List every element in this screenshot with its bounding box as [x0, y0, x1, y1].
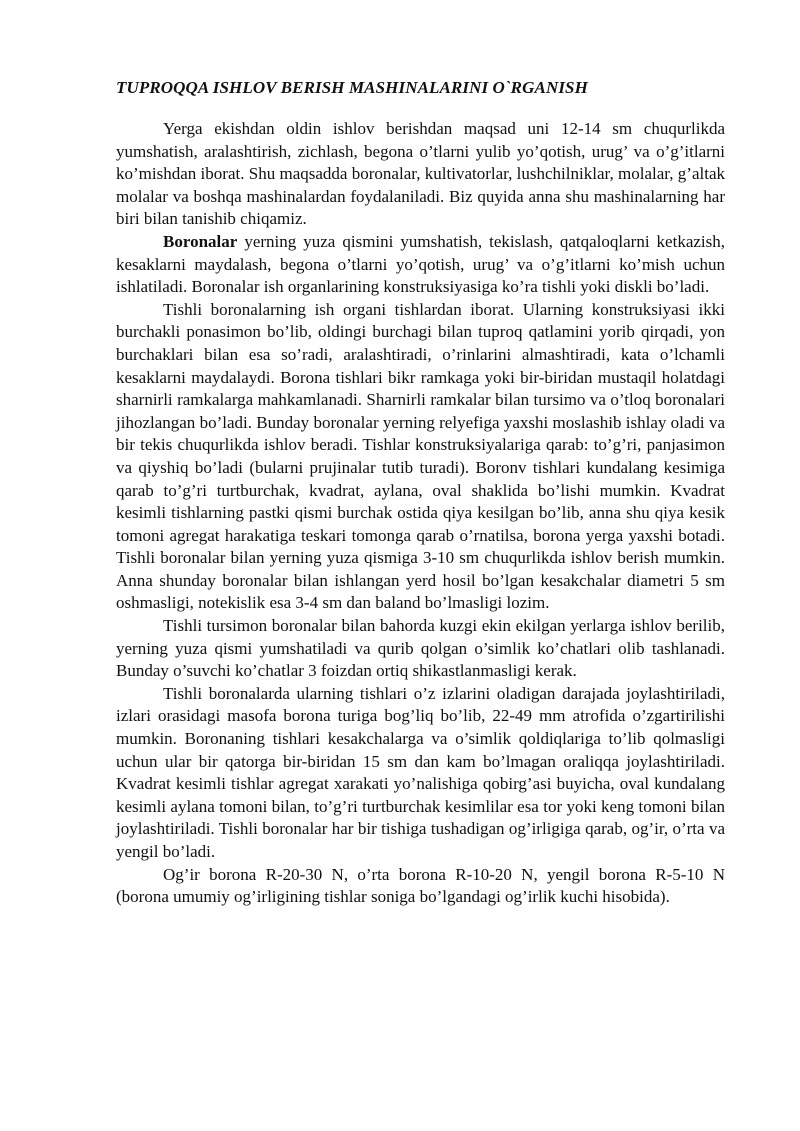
paragraph-borona-turlari	[116, 864, 725, 909]
document-page	[116, 70, 725, 909]
paragraph-text: Tishli tursimon boronalar bilan bahorda kuzgi ekin ekilgan yerlarga ishlov berilib, yerning yuza qismi yumshatiladi va qurib qolgan o’simlik ko’chatlari olib tashlanadi. Bunday o’suvchi ko’chatlar 3 foizdan ortiq shikastlanmasligi kerak.	[116, 616, 725, 681]
paragraph-lead-term: Boronalar	[163, 231, 238, 251]
paragraph-tishli-organ	[116, 299, 725, 615]
document-title: TUPROQQA ISHLOV BERISH MASHINALARINI O`RGANISH	[116, 78, 588, 97]
paragraph-intro	[116, 118, 725, 231]
paragraph-tursimon	[116, 615, 725, 683]
paragraph-text: Tishli boronalarning ish organi tishlardan iborat. Ularning konstruksiyasi ikki burchakli ponasimon bo’lib, oldingi burchagi bilan tuproq qatlamini yorib qirqadi, yon burchaklari bilan esa so’radi, aralashtiradi, o’rinlarini almashtiradi, kata o’lchamli kesaklarni maydalaydi. Borona tishlari bikr ramkaga yoki bir-biridan mustaqil holatdagi sharnirli ramkalarga mahkamlanadi. Sharnirli ramkalar bilan tursimo va o’tloq boronalari jihozlangan bo’ladi. Bunday boronalar yerning relyefiga yaxshi moslashib ishlay oladi va bir tekis chuqurlikda ishlov beradi. Tishlar konstruksiyalariga qarab: to’g’ri, panjasimon va qiyshiq bo’ladi (bularni prujinalar tutib turadi). Boronv tishlari kundalang kesimiga qarab to’g’ri turtburchak, kvadrat, aylana, oval shaklida bo’lishi mumkin. Kvadrat kesimli tishlarning pastki qismi burchak ostida qiya kesilgan bo’lib, anna shu qiya kesik tomoni agregat harakatiga teskari tomonga qarab o’rnatilsa, borona yerga yaxshi botadi. Tishli boronalar bilan yerning yuza qismiga 3-10 sm chuqurlikda ishlov berish mumkin. Anna shunday boronalar bilan ishlangan yerd hosil bo’lgan kesakchalar diametri 5 sm oshmasligi, notekislik esa 3-4 sm dan baland bo’lmasligi lozim.	[116, 299, 725, 613]
paragraph-text: Tishli boronalarda ularning tishlari o’z izlarini oladigan darajada joylashtiriladi, izlari orasidagi masofa borona turiga bog’liq bo’lib, 22-49 mm atrofida o’zgartirilishi mumkin. Boronaning tishlari kesakchalarga va o’simlik qoldiqlariga to’lib qolmasligi uchun ular bir qatorga bir-biridan 15 sm dan kam bo’lmagan oraliqqa joylashtiriladi. Kvadrat kesimli tishlar agregat xarakati yo’nalishiga qobirg’asi buyicha, oval kundalang kesimli aylana tomoni bilan, to’g’ri turtburchak kesimlilar esa tor yoki keng tomoni bilan joylashtiriladi. Tishli boronalar har bir tishiga tushadigan og’irligiga qarab, og’ir, o’rta va yengil bo’ladi.	[116, 683, 725, 861]
paragraph-text: Og’ir borona R-20-30 N, o’rta borona R-10-20 N, yengil borona R-5-10 N (borona umumiy og’irligining tishlar soniga bo’lgandagi og’irlik kuchi hisobida).	[116, 864, 725, 907]
paragraph-text: Yerga ekishdan oldin ishlov berishdan maqsad uni 12-14 sm chuqurlikda yumshatish, aralashtirish, zichlash, begona o’tlarni yulib yo’qotish, urug’ va o’g’itlarni ko’mishdan iborat. Shu maqsadda boronalar, kultivatorlar, lushchilniklar, molalar, g’altak molalar va boshqa mashinalardan foydalaniladi. Biz quyida anna shu mashinalarning har biri bilan tanishib chiqamiz.	[116, 119, 725, 229]
paragraph-text: yerning yuza qismini yumshatish, tekislash, qatqaloqlarni ketkazish, kesaklarni maydalash, begona o’tlarni yo’qotish, urug’ va o’g’itlarni ko’mish uchun ishlatiladi. Boronalar ish organlarining konstruksiyasiga ko’ra tishli yoki diskli bo’ladi.	[116, 231, 725, 297]
paragraph-tishlar-joylashuvi	[116, 683, 725, 864]
paragraph-boronalar	[116, 231, 725, 299]
